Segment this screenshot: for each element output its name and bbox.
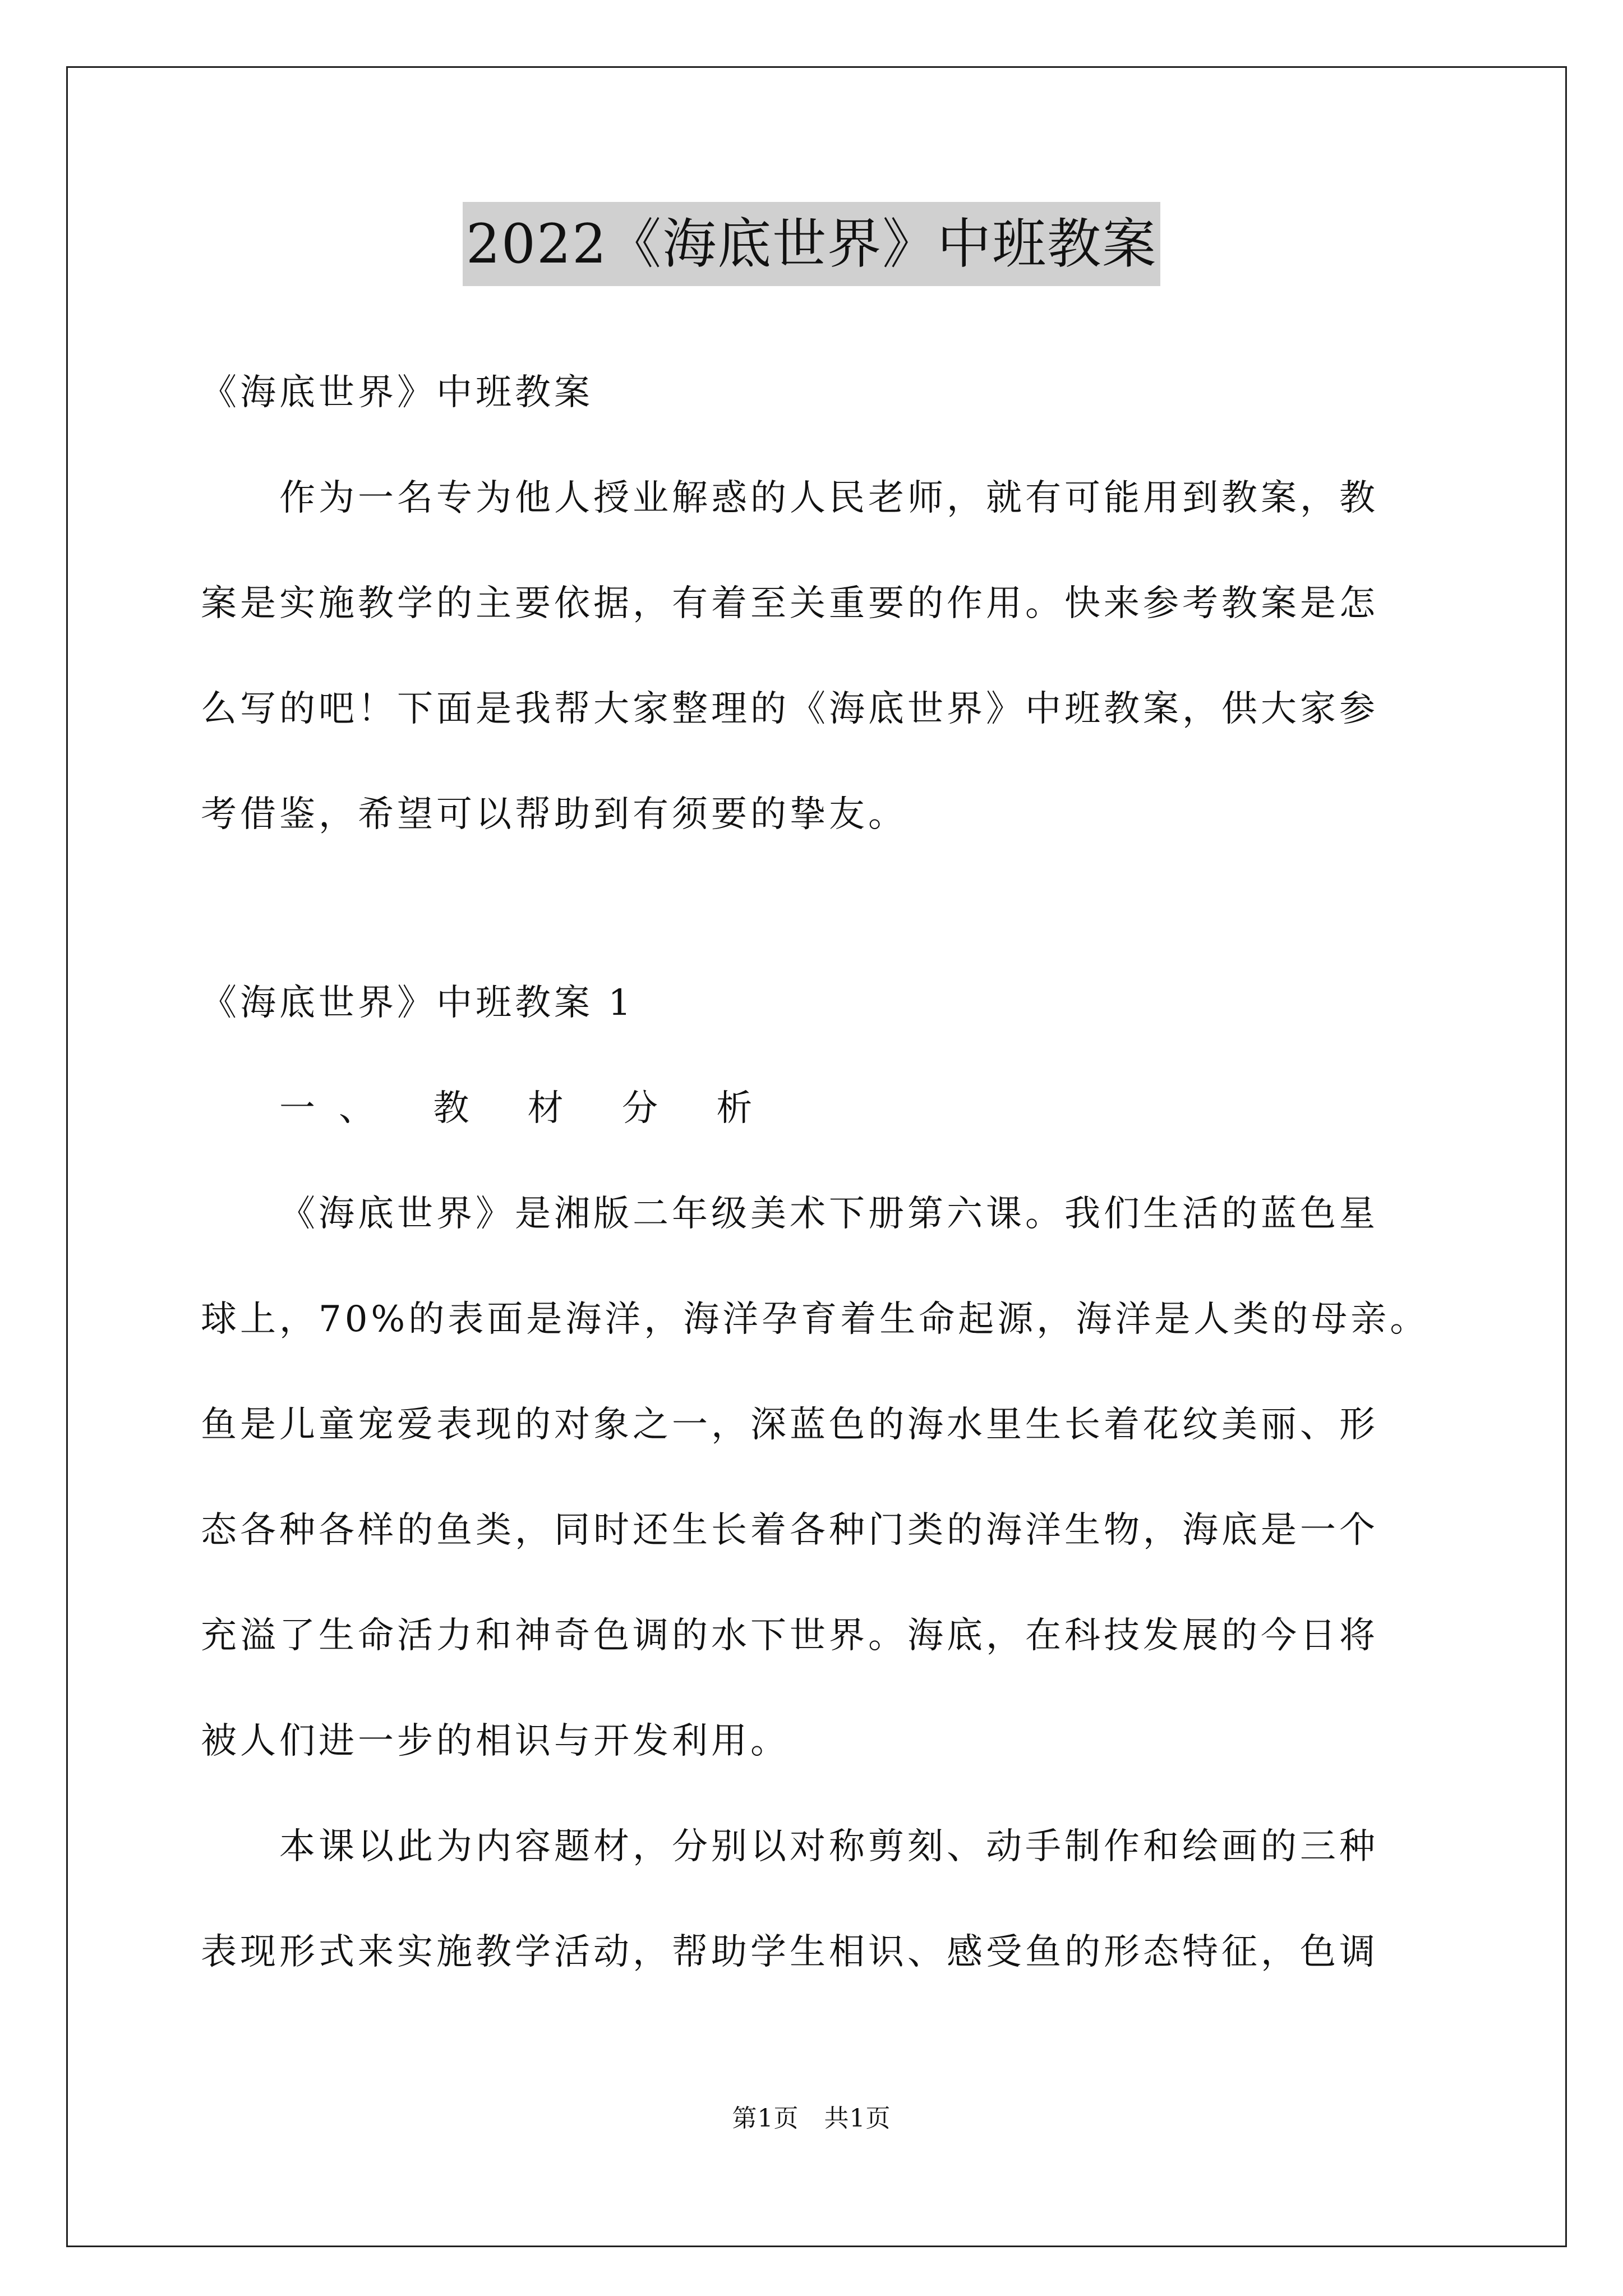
document-body: [201, 348, 1429, 2013]
para1-line-5[interactable]: 充溢了生命活力和神奇色调的水下世界。海底，在科技发展的今日将: [201, 1615, 1378, 1657]
intro-line-1[interactable]: 作为一名专为他人授业解惑的人民老师，就有可能用到教案，教: [279, 477, 1378, 519]
intro-heading[interactable]: 《海底世界》中班教案: [201, 372, 593, 413]
intro-line-3[interactable]: 么写的吧！下面是我帮大家整理的《海底世界》中班教案，供大家参: [201, 688, 1378, 730]
intro-line-2[interactable]: 案是实施教学的主要依据，有着至关重要的作用。快来参考教案是怎: [201, 583, 1378, 624]
para2-line-2[interactable]: 表现形式来实施教学活动，帮助学生相识、感受鱼的形态特征，色调: [201, 1931, 1378, 1973]
document-title[interactable]: 2022《海底世界》中班教案: [463, 202, 1160, 286]
para1-line-1[interactable]: 《海底世界》是湘版二年级美术下册第六课。我们生活的蓝色星: [279, 1193, 1378, 1235]
para1-line-4[interactable]: 态各种各样的鱼类，同时还生长着各种门类的海洋生物，海底是一个: [201, 1510, 1378, 1551]
para1-line-2[interactable]: 球上，70%的表面是海洋，海洋孕育着生命起源，海洋是人类的母亲。: [201, 1299, 1429, 1340]
paragraph-gap: [201, 875, 1429, 958]
section-heading[interactable]: 《海底世界》中班教案 1: [201, 982, 635, 1024]
para1-line-3[interactable]: 鱼是儿童宠爱表现的对象之一，深蓝色的海水里生长着花纹美丽、形: [201, 1404, 1378, 1446]
title-container: [0, 202, 1623, 286]
para1-line-6[interactable]: 被人们进一步的相识与开发利用。: [201, 1720, 790, 1762]
page-footer: 第1页 共1页: [732, 2104, 891, 2133]
para2-line-1[interactable]: 本课以此为内容题材，分别以对称剪刻、动手制作和绘画的三种: [279, 1826, 1378, 1867]
sub-heading[interactable]: 一、 教 材 分 析: [279, 1088, 776, 1129]
intro-line-4[interactable]: 考借鉴，希望可以帮助到有须要的挚友。: [201, 794, 907, 835]
